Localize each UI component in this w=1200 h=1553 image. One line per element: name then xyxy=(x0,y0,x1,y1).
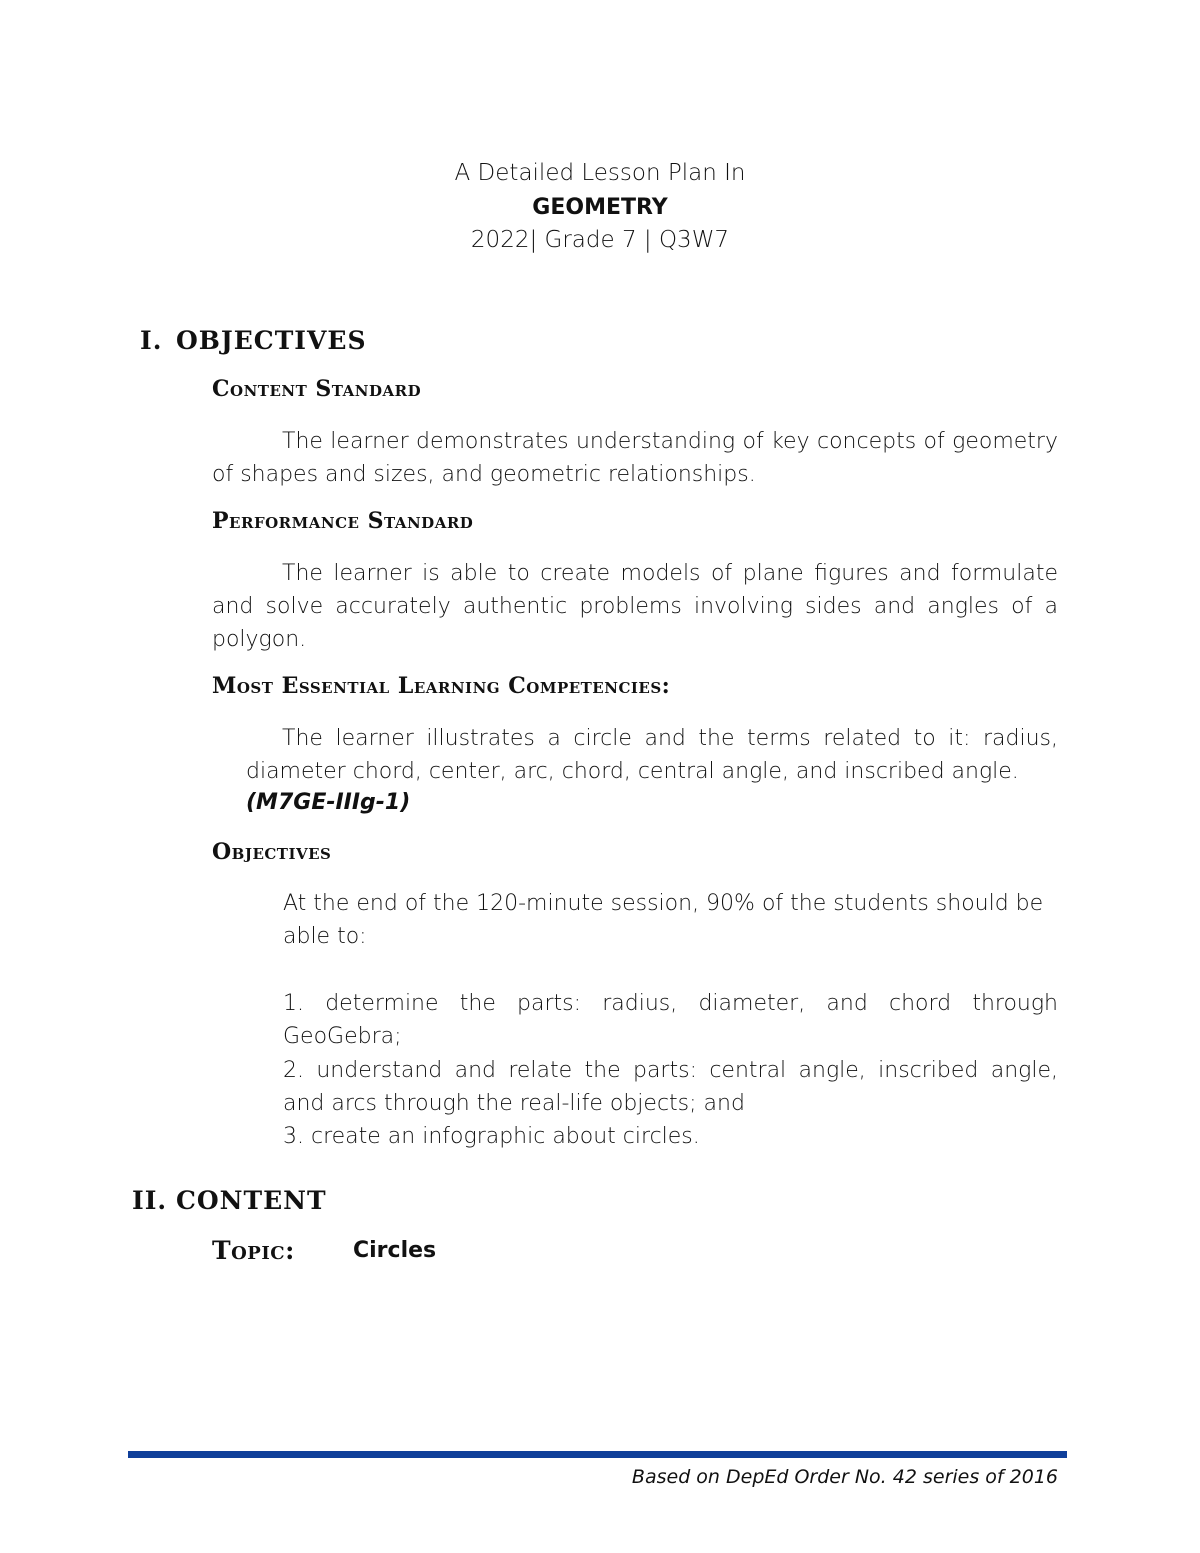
section-2-title: CONTENT xyxy=(176,1186,327,1215)
content-standard-heading: Content Standard xyxy=(212,376,422,402)
objective-item-3: 3. create an infographic about circles. xyxy=(283,1124,700,1149)
performance-standard-heading: Performance Standard xyxy=(212,508,474,534)
melc-heading: Most Essential Learning Competencies: xyxy=(212,673,671,699)
footer-rule xyxy=(128,1451,1067,1458)
lesson-meta: 2022| Grade 7 | Q3W7 xyxy=(470,227,730,253)
topic-label: Topic: xyxy=(212,1236,295,1265)
objectives-heading: Objectives xyxy=(212,839,332,865)
section-2-numeral: II. xyxy=(132,1186,168,1215)
subject-title: GEOMETRY xyxy=(532,195,668,220)
document-title: A Detailed Lesson Plan In xyxy=(454,160,746,186)
objective-item-2: 2. understand and relate the parts: central angle, inscribed angle, and arcs through the real-life objects; and xyxy=(283,1058,1058,1116)
melc-code: (M7GE-IIIg-1) xyxy=(246,790,411,815)
performance-standard-text: The learner is able to create models of plane figures and formulate and solve accurately authentic problems involving sides and angles of a polygon. xyxy=(212,561,1058,652)
objectives-intro: At the end of the 120-minute session, 90% of the students should be able to: xyxy=(283,891,1044,949)
melc-text: The learner illustrates a circle and the terms related to it: radius, diameter chord, center, arc, chord, central angle, and inscribed angle. xyxy=(246,726,1058,784)
section-1-title: OBJECTIVES xyxy=(176,326,367,355)
topic-value: Circles xyxy=(353,1238,437,1263)
objective-item-1: 1. determine the parts: radius, diameter, and chord through GeoGebra; xyxy=(283,991,1058,1049)
footer-note: Based on DepEd Order No. 42 series of 2016 xyxy=(631,1466,1058,1488)
section-1-numeral: I. xyxy=(140,326,163,355)
content-standard-text: The learner demonstrates understanding of key concepts of geometry of shapes and sizes, and geometric relationships. xyxy=(212,429,1058,487)
